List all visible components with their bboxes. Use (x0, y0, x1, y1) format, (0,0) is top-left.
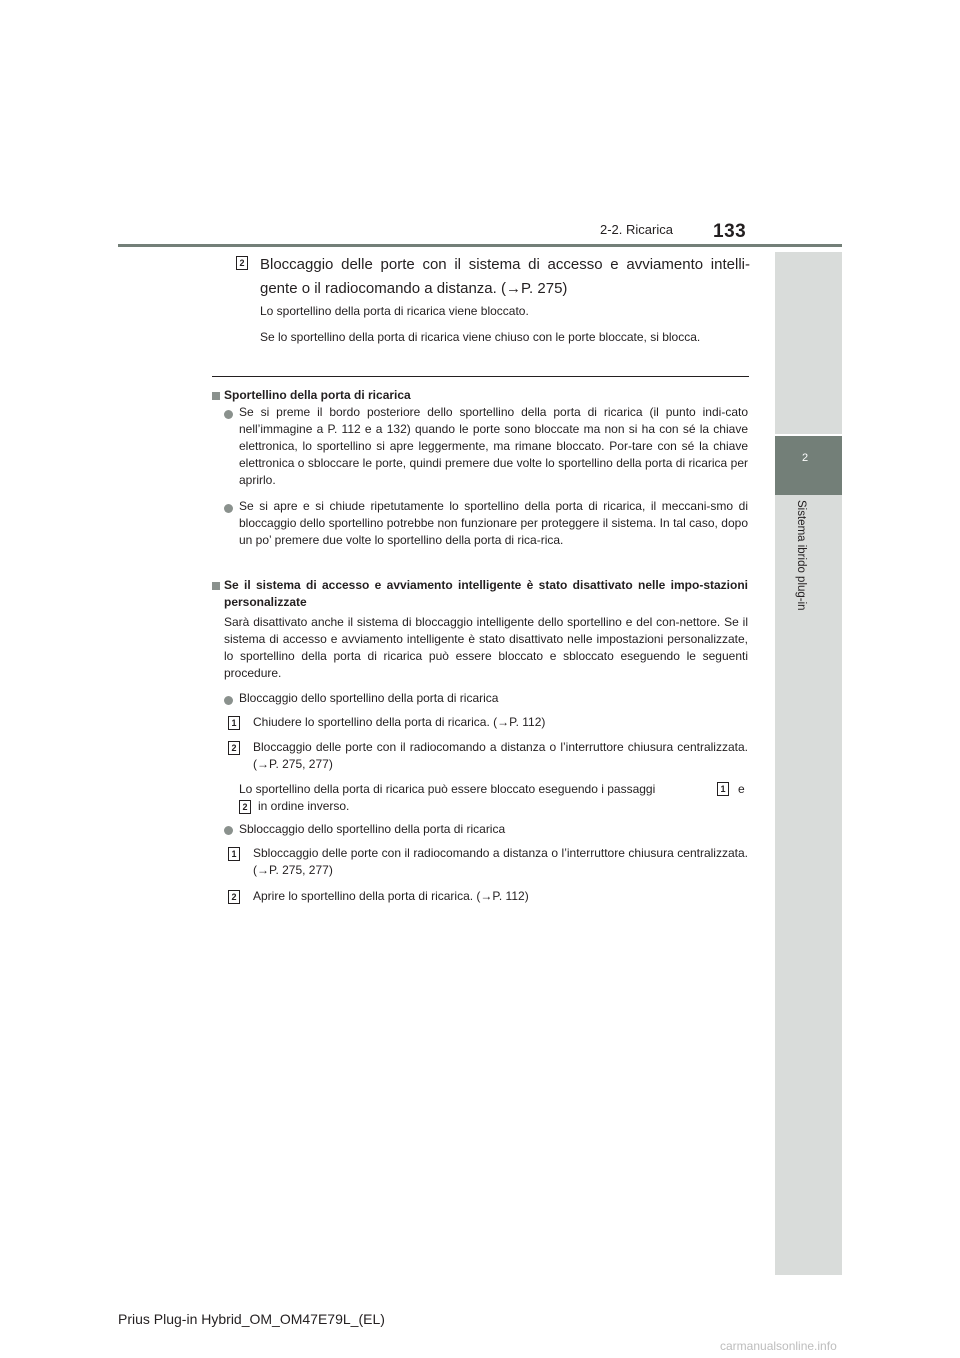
side-tab-lower (775, 495, 842, 1275)
step-number-badge: 1 (228, 716, 240, 730)
manual-identifier: Prius Plug-in Hybrid_OM_OM47E79L_(EL) (118, 1311, 385, 1327)
header-rule (118, 244, 842, 247)
side-tab-chapter-title: Sistema ibrido plug-in (795, 500, 807, 611)
bullet-text: Se si apre e si chiude ripetutamente lo sportellino della porta di ricarica, il meccani-smo di bloccaggio dello sportellino potrebbe non funzionare per proteggere il sistema. In tal caso, dopo un po’ premere due volte lo sportellino della porta di rica-rica. (239, 499, 748, 547)
procedure-note-text: Lo sportellino della porta di ricarica può essere bloccato eseguendo i passaggi (239, 782, 656, 796)
procedure-note (239, 781, 655, 798)
round-bullet-icon (224, 826, 233, 835)
side-tab-upper (775, 252, 842, 434)
procedure-title: Sbloccaggio dello sportellino della porta di ricarica (239, 822, 506, 836)
square-bullet-icon (212, 582, 220, 590)
step-text: Sbloccaggio delle porte con il radiocomando a distanza o l’interruttore chiusura centralizzata. (→P. 275, 277) (253, 846, 748, 877)
procedure-title: Bloccaggio dello sportellino della porta di ricarica (239, 691, 499, 705)
page-number: 133 (713, 221, 747, 242)
bullet-text: Se si preme il bordo posteriore dello sportellino della porta di ricarica (il punto indi-cato nell’immagine a P. 112 e a 132) quando le porte sono bloccate ma non si ha con sé la chiave elettronica, lo sportellino si apre leggermente, ma rimane bloccato. Por-tare con sé la chiave elettronica o sbloccare le porte, quindi premere due volte lo sportellino della porta di ricarica per aprirlo. (239, 405, 748, 487)
step-number-badge: 2 (239, 800, 251, 814)
section-intro: Sarà disattivato anche il sistema di bloccaggio intelligente dello sportellino e del con-nettore. Se il sistema di accesso e avviamento intelligente è stato disattivato nelle impostazioni personalizzate, lo sportellino della porta di ricarica può essere bloccato e sbloccato eseguendo le seguenti procedure. (224, 615, 748, 680)
step-number-badge: 1 (717, 782, 729, 796)
step-text: Bloccaggio delle porte con il sistema di accesso e avviamento intelli-gente o il radiocomando a distanza. (→P. 275) (260, 256, 750, 297)
step-number-badge: 2 (228, 741, 240, 755)
step-text: Aprire lo sportellino della porta di ricarica. (→P. 112) (253, 889, 529, 903)
step-note: Lo sportellino della porta di ricarica viene bloccato. (260, 304, 529, 318)
round-bullet-icon (224, 696, 233, 705)
side-tab-chapter-marker (775, 436, 842, 495)
step-text: Chiudere lo sportellino della porta di ricarica. (→P. 112) (253, 715, 546, 729)
round-bullet-icon (224, 410, 233, 419)
square-bullet-icon (212, 392, 220, 400)
procedure-note-text: in ordine inverso. (258, 799, 350, 813)
procedure-note-text: e (738, 782, 745, 796)
step-text: Bloccaggio delle porte con il radiocomando a distanza o l’interruttore chiusura centralizzata. (→P. 275, 277) (253, 740, 748, 771)
step-number-badge: 2 (228, 890, 240, 904)
step-number-badge: 2 (236, 256, 248, 270)
section-heading: Sportellino della porta di ricarica (224, 388, 411, 402)
section-heading: Se il sistema di accesso e avviamento intelligente è stato disattivato nelle impo-stazioni personalizzate (224, 578, 748, 609)
section-reference: 2-2. Ricarica (600, 222, 673, 237)
step-note: Se lo sportellino della porta di ricarica viene chiuso con le porte bloccate, si blocca. (260, 330, 701, 344)
side-tab-chapter-number: 2 (802, 452, 809, 464)
watermark: carmanualsonline.info (720, 1339, 837, 1353)
step-number-badge: 1 (228, 847, 240, 861)
round-bullet-icon (224, 504, 233, 513)
section-divider (212, 376, 749, 377)
